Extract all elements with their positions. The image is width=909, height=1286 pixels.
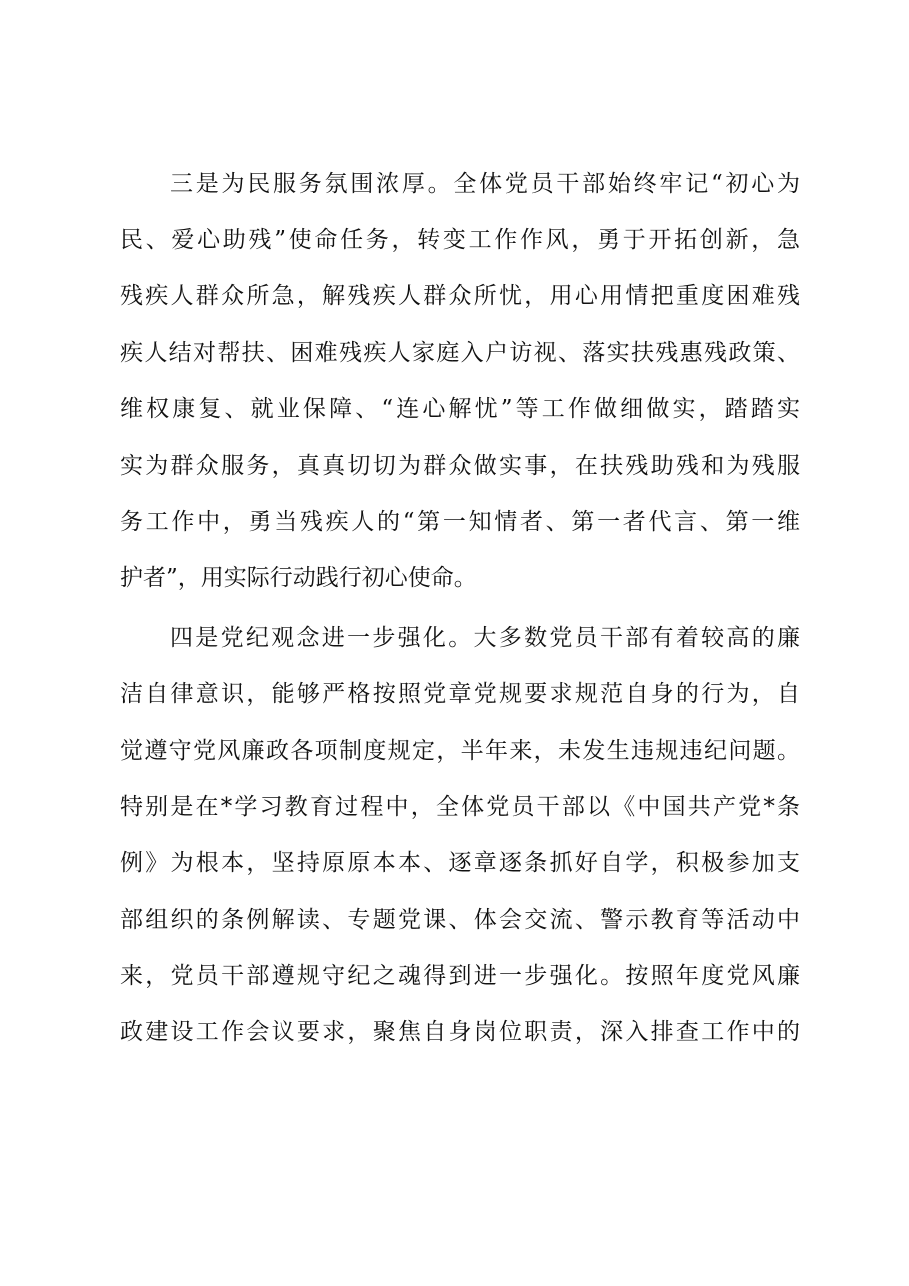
paragraph-1-line-4: 疾人结对帮扶、困难残疾人家庭入户访视、落实扶残惠残政策、 <box>120 340 800 366</box>
paragraph-2-line-2: 洁自律意识，能够严格按照党章党规要求规范自身的行为，自 <box>120 681 800 707</box>
paragraph-2-line-8: 政建设工作会议要求，聚焦自身岗位职责，深入排查工作中的 <box>120 1019 800 1045</box>
paragraph-2-line-4: 特别是在*学习教育过程中，全体党员干部以《中国共产党*条 <box>120 794 800 820</box>
paragraph-1-line-8: 护者”，用实际行动践行初心使命。 <box>120 565 477 591</box>
paragraph-1-line-7: 务工作中，勇当残疾人的“第一知情者、第一者代言、第一维 <box>120 509 800 535</box>
paragraph-1-line-2: 民、爱心助残”使命任务，转变工作作风，勇于开拓创新，急 <box>120 227 800 253</box>
paragraph-1-line-3: 残疾人群众所急，解残疾人群众所忧，用心用情把重度困难残 <box>120 283 800 309</box>
paragraph-2-line-1: 四是党纪观念进一步强化。大多数党员干部有着较高的廉 <box>170 625 800 651</box>
paragraph-2-line-6: 部组织的条例解读、专题党课、体会交流、警示教育等活动中 <box>120 907 800 933</box>
paragraph-2-line-3: 觉遵守党风廉政各项制度规定，半年来，未发生违规违纪问题。 <box>120 738 800 764</box>
paragraph-2-line-7: 来，党员干部遵规守纪之魂得到进一步强化。按照年度党风廉 <box>120 963 800 989</box>
paragraph-1-line-5: 维权康复、就业保障、“连心解忧”等工作做细做实，踏踏实 <box>120 396 800 422</box>
paragraph-2-line-5: 例》为根本，坚持原原本本、逐章逐条抓好自学，积极参加支 <box>120 850 800 876</box>
paragraph-1-line-1: 三是为民服务氛围浓厚。全体党员干部始终牢记“初心为 <box>170 171 800 197</box>
paragraph-1-line-6: 实为群众服务，真真切切为群众做实事，在扶残助残和为残服 <box>120 453 800 479</box>
